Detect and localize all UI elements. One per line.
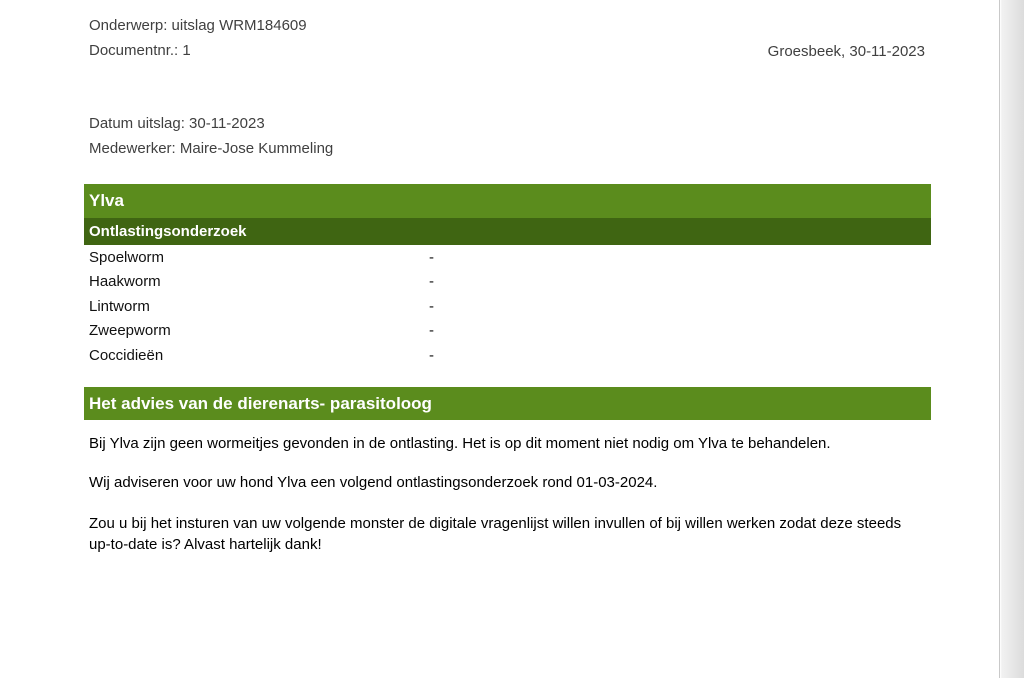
result-row [89, 273, 539, 297]
result-value: - [429, 249, 434, 266]
advice-paragraph: Bij Ylva zijn geen wormeitjes gevonden in de ontlasting. Het is op dit moment niet nodig om Ylva te behandelen. [89, 435, 831, 452]
employee: Medewerker: Maire-Jose Kummeling [89, 140, 334, 157]
result-row [89, 298, 539, 322]
result-label: Zweepworm [89, 322, 171, 339]
advice-paragraph: Wij adviseren voor uw hond Ylva een volgend ontlastingsonderzoek rond 01-03-2024. [89, 474, 658, 491]
advice-title-bar: Het advies van de dierenarts- parasitoloog [84, 387, 931, 420]
section-title-bar: Ontlastingsonderzoek [84, 218, 931, 245]
result-value: - [429, 347, 434, 364]
result-label: Haakworm [89, 273, 161, 290]
subject-line: Onderwerp: uitslag WRM184609 [89, 17, 307, 34]
result-label: Lintworm [89, 298, 150, 315]
result-value: - [429, 322, 434, 339]
result-label: Coccidieën [89, 347, 164, 364]
result-row [89, 347, 539, 371]
result-date: Datum uitslag: 30-11-2023 [89, 115, 265, 132]
result-value: - [429, 273, 434, 290]
result-row [89, 322, 539, 346]
page-edge [999, 0, 1024, 678]
document-number: Documentnr.: 1 [89, 42, 191, 59]
result-label: Spoelworm [89, 249, 165, 266]
result-value: - [429, 298, 434, 315]
advice-paragraph: Zou u bij het insturen van uw volgende monster de digitale vragenlijst willen invullen of bij willen werken zodat deze steeds up-to-date is? Alvast hartelijk dank! [89, 515, 902, 553]
place-date: Groesbeek, 30-11-2023 [767, 43, 925, 60]
result-row [89, 249, 539, 273]
patient-name-bar: Ylva [84, 184, 931, 218]
